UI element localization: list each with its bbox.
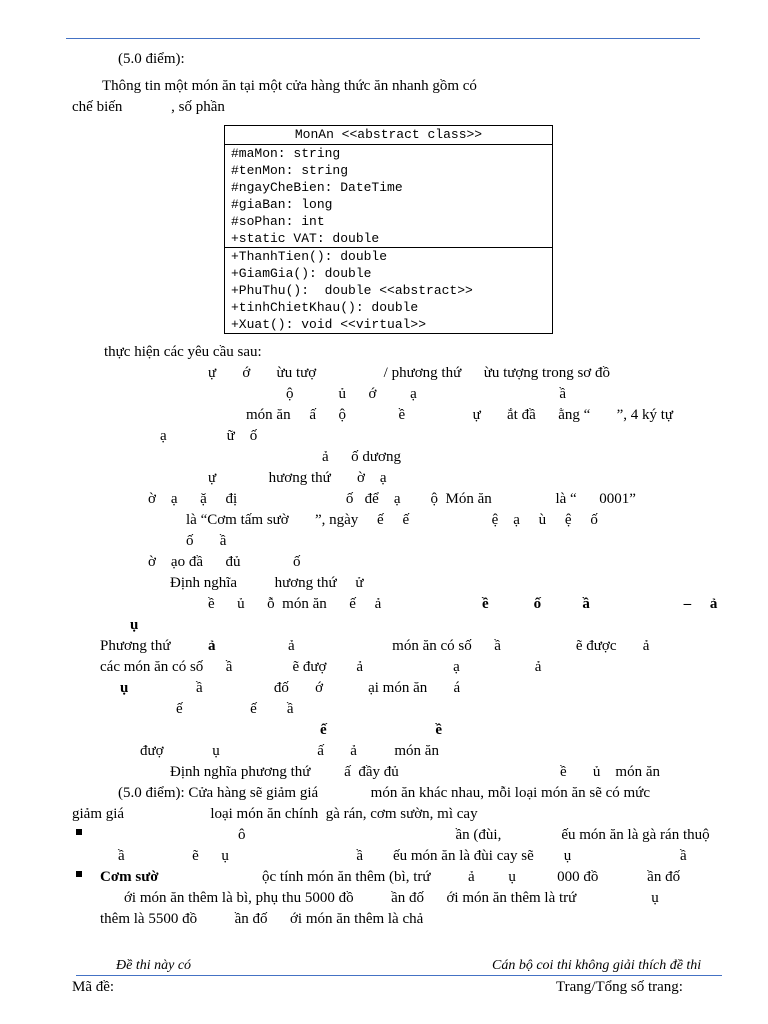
page-count-label: Trang/Tổng số trang: bbox=[556, 979, 683, 995]
text-line: ự hương thứ ờ ạ bbox=[208, 470, 387, 486]
footer-note-right: Cán bộ coi thi không giải thích đề thi bbox=[492, 958, 702, 973]
text-line: ự ớ ừu tượ / phương thứ ừu tượng trong sơ đồ bbox=[208, 365, 610, 381]
exam-code-label: Mã đề: bbox=[72, 979, 115, 995]
text-line: ế ế ầ bbox=[176, 701, 294, 717]
bold-text-fragment: ề ố ầ – ả bbox=[482, 596, 718, 612]
text-line: ầ ẽ ụ ầ ếu món ăn là đùi cay sẽ ụ ầ bbox=[118, 848, 687, 864]
uml-method: +ThanhTien(): double bbox=[231, 249, 388, 264]
text-line: ả món ăn có số ầ ẽ được ả bbox=[288, 638, 650, 654]
uml-attribute: #ngayCheBien: DateTime bbox=[231, 180, 403, 195]
text-line: ới món ăn thêm là bì, phụ thu 5000 đồ ần đố ới món ăn thêm là trứ ụ bbox=[124, 890, 659, 906]
text-line: ầ đố ớ ại món ăn á bbox=[196, 680, 461, 696]
uml-method: +Xuat(): void <<virtual>> bbox=[231, 317, 427, 332]
text-line: món ăn ấ ộ ề ự ắt đầ ằng “ ”, 4 ký tự bbox=[246, 407, 674, 423]
text-line: ả ố dương bbox=[322, 449, 401, 465]
uml-class-diagram bbox=[224, 125, 553, 334]
uml-attribute: #soPhan: int bbox=[231, 214, 325, 229]
text-line: đượ ụ ấ ả món ăn bbox=[140, 743, 439, 759]
text-line: (5.0 điểm): Cửa hàng sẽ giảm giá món ăn khác nhau, mỗi loại món ăn sẽ có mức bbox=[118, 785, 650, 801]
text-line: ề ủ ỗ món ăn ế ả bbox=[208, 596, 382, 612]
bullet-marker bbox=[76, 829, 82, 835]
text-line: là “Cơm tấm sườ ”, ngày ế ế ệ ạ ù ệ ố bbox=[186, 512, 598, 528]
text-line: ộc tính món ăn thêm (bì, trứ ả ụ 000 đồ ần đố bbox=[262, 869, 681, 885]
text-line: giảm giá loại món ăn chính gà rán, cơm sườn, mì cay bbox=[72, 806, 478, 822]
bold-text-fragment: Cơm sườ bbox=[100, 869, 159, 885]
bold-text-fragment: ế ề bbox=[320, 722, 443, 738]
uml-attribute: #tenMon: string bbox=[231, 163, 349, 178]
text-line: ô ần (đùi, ếu món ăn là gà rán thuộ bbox=[238, 827, 710, 843]
uml-method: +tinhChietKhau(): double bbox=[231, 300, 419, 315]
text-line: thực hiện các yêu cầu sau: bbox=[104, 344, 262, 360]
text-line: Định nghĩa phương thứ ấ đầy đủ ề ủ món ăn bbox=[170, 764, 660, 780]
text-line: ố ầ bbox=[186, 533, 227, 549]
uml-attribute: #maMon: string bbox=[231, 146, 341, 161]
uml-method: +GiamGia(): double bbox=[231, 266, 372, 281]
footer-note-left: Đề thi này có bbox=[116, 958, 192, 973]
text-line: ộ ủ ớ ạ ầ bbox=[286, 386, 566, 402]
text-line: thêm là 5500 đồ ần đố ới món ăn thêm là chả bbox=[100, 911, 424, 927]
uml-attribute: +static VAT: double bbox=[231, 231, 380, 246]
text-line: ờ ạo đầ đủ ố bbox=[148, 554, 301, 570]
bold-text-fragment: ụ bbox=[130, 617, 139, 633]
text-line: Phương thứ bbox=[100, 638, 171, 654]
bold-text-fragment: ả bbox=[208, 638, 216, 654]
bold-text-fragment: ụ bbox=[120, 680, 129, 696]
text-line: Thông tin một món ăn tại một cửa hàng thức ăn nhanh gồm có bbox=[102, 78, 477, 94]
text-line: ạ ữ ố bbox=[160, 428, 258, 444]
uml-method: +PhuThu(): double <<abstract>> bbox=[231, 283, 473, 298]
bullet-marker bbox=[76, 871, 82, 877]
uml-class-title: MonAn <<abstract class>> bbox=[225, 126, 552, 145]
uml-attributes bbox=[225, 145, 552, 247]
text-line: ờ ạ ặ đị ố để ạ ộ Món ăn là “ 0001” bbox=[148, 491, 636, 507]
text-line: Định nghĩa hương thứ ử bbox=[170, 575, 364, 591]
footer-rule bbox=[76, 975, 722, 976]
text-line: chế biến , số phần bbox=[72, 99, 225, 115]
header-rule bbox=[66, 38, 700, 39]
text-line: các món ăn có số ầ ẽ đượ ả ạ ả bbox=[100, 659, 542, 675]
text-line: (5.0 điểm): bbox=[118, 51, 185, 67]
uml-attribute: #giaBan: long bbox=[231, 197, 333, 212]
uml-methods bbox=[225, 247, 552, 333]
